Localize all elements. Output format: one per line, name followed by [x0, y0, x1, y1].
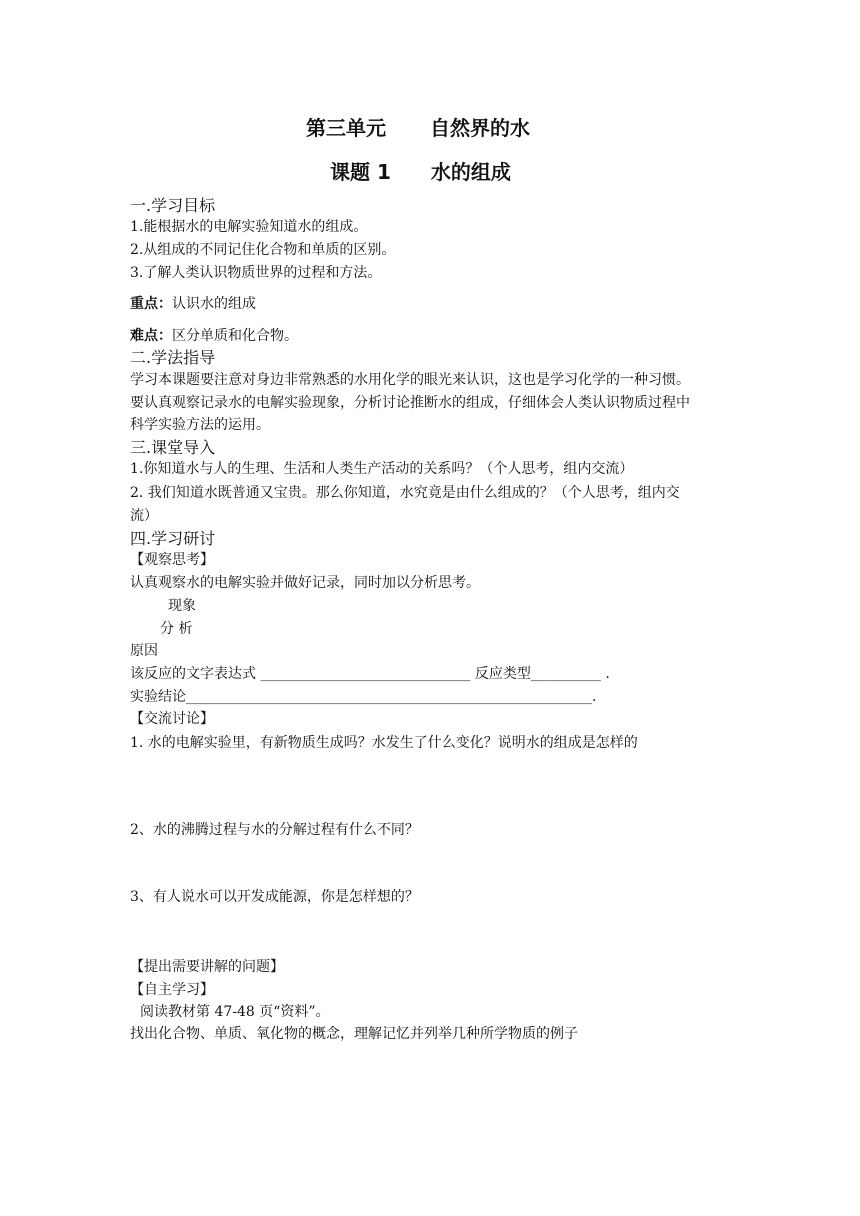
- question-3: 3、有人说水可以开发成能源，你是怎样想的？: [130, 889, 419, 905]
- self-study-reading: 阅读教材第 47-48 页“资料”。: [140, 1004, 330, 1020]
- intro-line: 流）: [130, 508, 158, 524]
- ask-title: 【提出需要讲解的问题】: [130, 959, 284, 975]
- section4-heading: 四.学习研讨: [130, 529, 216, 548]
- reason-label: 原因: [130, 643, 158, 659]
- discuss-title: 【交流讨论】: [130, 711, 214, 727]
- phenomenon-label: 现象: [168, 598, 196, 614]
- observe-text: 认真观察水的电解实验并做好记录，同时加以分析思考。: [130, 575, 480, 591]
- difficult-point-label: 难点：: [130, 328, 172, 344]
- equation-blank-line: 该反应的文字表达式 ______________________________ 反应类型__________ .: [130, 666, 610, 682]
- lesson-title: [330, 158, 511, 186]
- question-2: 2、水的沸腾过程与水的分解过程有什么不同？: [130, 822, 419, 838]
- objective-item: 3.了解人类认识物质世界的过程和方法。: [130, 265, 382, 281]
- difficult-point: [130, 326, 298, 346]
- intro-line: 2. 我们知道水既普通又宝贵。那么你知道，水究竟是由什么组成的？（个人思考，组内交: [130, 485, 680, 501]
- objective-item: 1.能根据水的电解实验知道水的组成。: [130, 219, 368, 235]
- guide-line: 要认真观察记录水的电解实验现象，分析讨论推断水的组成，仔细体会人类认识物质过程中: [130, 395, 690, 411]
- unit-label: 第三单元: [306, 116, 386, 140]
- conclusion-blank-line: 实验结论__________________________________________________________.: [130, 689, 597, 705]
- self-study-title: 【自主学习】: [130, 982, 214, 998]
- difficult-point-text: 区分单质和化合物。: [172, 328, 298, 344]
- guide-line: 学习本课题要注意对身边非常熟悉的水用化学的眼光来认识，这也是学习化学的一种习惯。: [130, 372, 690, 388]
- key-point: [130, 294, 256, 314]
- self-study-task: 找出化合物、单质、氧化物的概念，理解记忆并列举几种所学物质的例子: [130, 1026, 578, 1042]
- unit-title: [306, 114, 530, 142]
- section3-heading: 三.课堂导入: [130, 438, 216, 457]
- lesson-label: 课题 1: [330, 160, 391, 184]
- lesson-name: 水的组成: [430, 160, 511, 184]
- guide-line: 科学实验方法的运用。: [130, 417, 270, 433]
- analysis-label: 分 析: [160, 621, 193, 637]
- key-point-text: 认识水的组成: [172, 296, 256, 312]
- observe-title: 【观察思考】: [130, 552, 214, 568]
- key-point-label: 重点：: [130, 296, 172, 312]
- section2-heading: 二.学法指导: [130, 348, 216, 367]
- objective-item: 2.从组成的不同记住化合物和单质的区别。: [130, 242, 396, 258]
- section1-heading: 一.学习目标: [130, 196, 216, 215]
- question-1: 1. 水的电解实验里，有新物质生成吗？水发生了什么变化？说明水的组成是怎样的: [130, 735, 638, 751]
- unit-name: 自然界的水: [430, 116, 530, 140]
- intro-line: 1.你知道水与人的生理、生活和人类生产活动的关系吗？（个人思考，组内交流）: [130, 461, 634, 477]
